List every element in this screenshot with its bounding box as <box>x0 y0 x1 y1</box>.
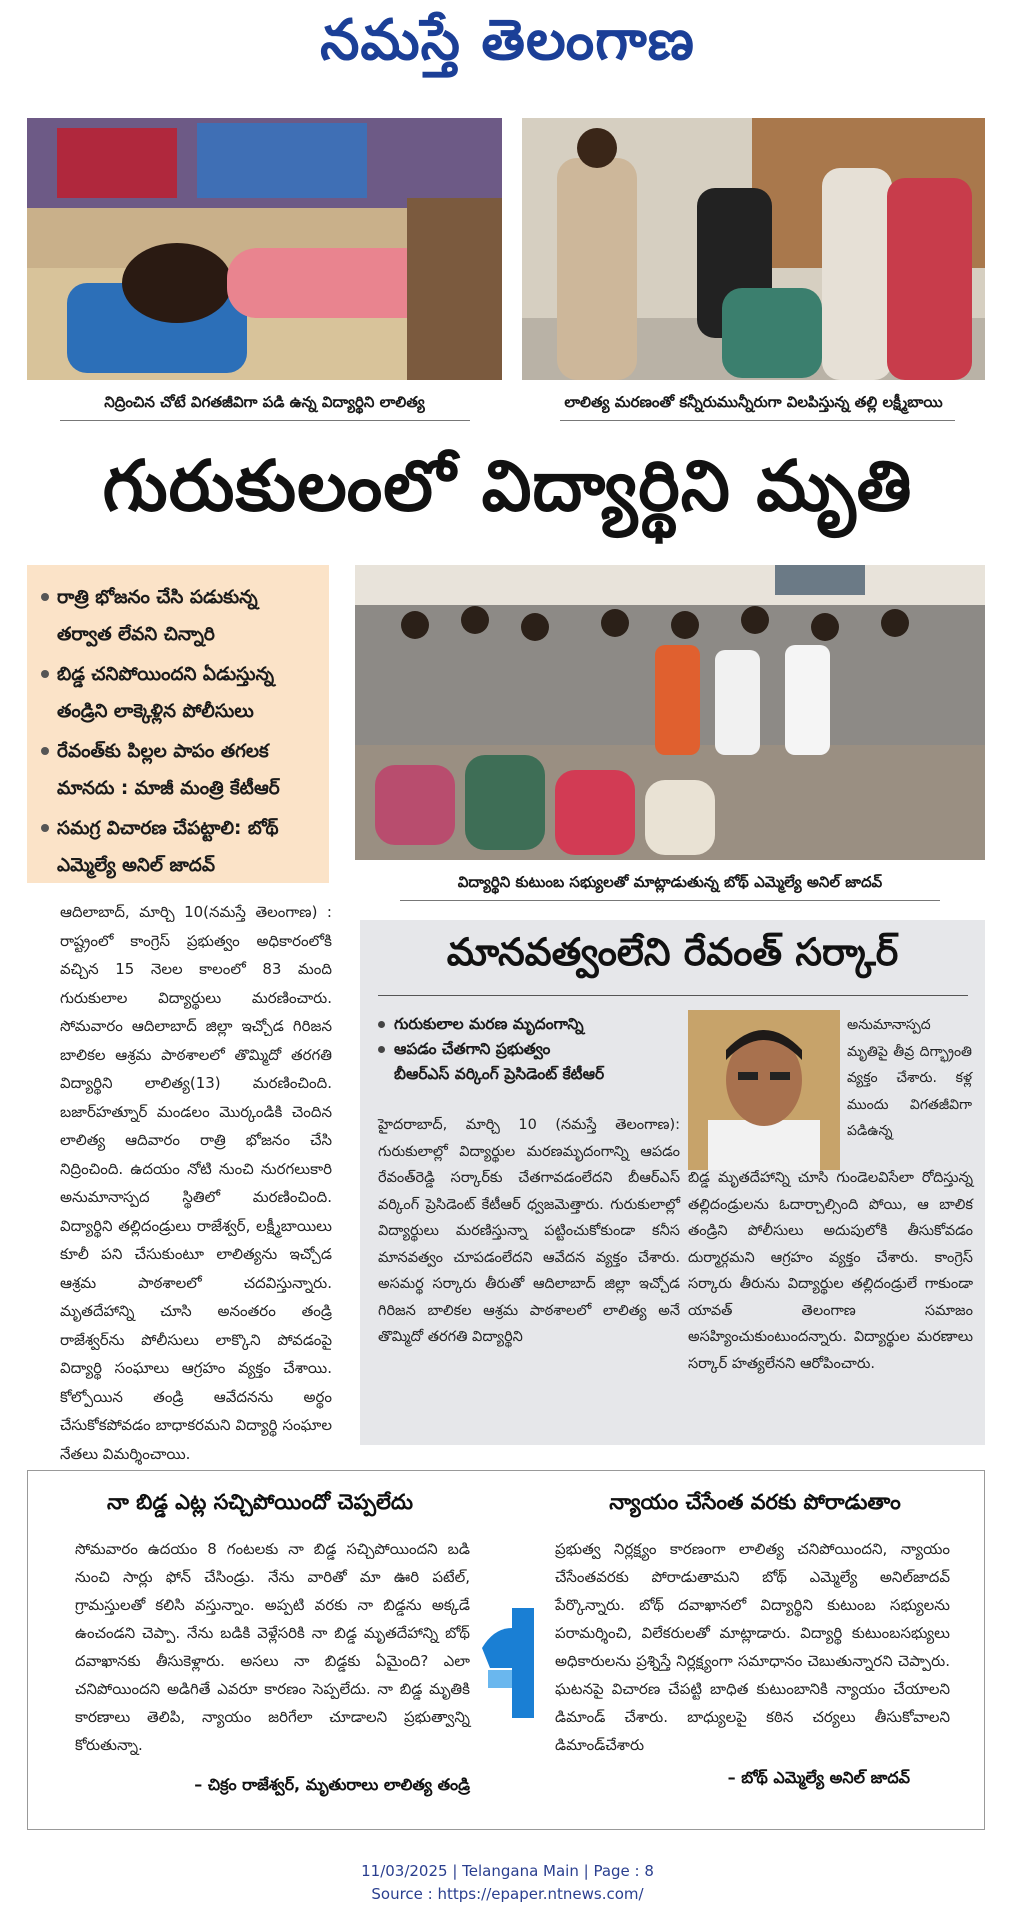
father-quote-title: నా బిడ్డ ఎట్ల సచ్చిపోయిందో చెప్పలేదు <box>107 1490 413 1514</box>
highlights-box <box>27 565 329 883</box>
photo-caption-student: నిద్రించిన చోటే విగతజీవిగా పడి ఉన్న విద్యార్థిని లాలిత్య <box>104 393 425 411</box>
father-quote-text: సోమవారం ఉదయం 8 గంటలకు నా బిడ్డ సచ్చిపోయిందని బడి నుంచి సార్లు ఫోన్ చేసిండ్రు. నేను వారితో మా ఊరి పటేల్, గ్రామస్తులతో కలిసి వస్తున్నాం. అప్పటి వరకు నా బిడ్డను అక్కడే ఉంచండని చెప్పా. నేను బడికి వెళ్లేసరికి నా బిడ్డ మృతదేహాన్ని బోథ్ దవాఖానకు తీసుకెళ్లారు. అసలు నా బిడ్డకు ఏమైంది? ఎలా చనిపోయిందని అడిగితే ఎవరూ కారణం సెప్పలేదు. నా బిడ్డ మృతికి కారణాలు తెలిపి, న్యాయం జరిగేలా చూడాలని ప్రభుత్వాన్ని కోరుతున్నా. <box>75 1540 470 1754</box>
mla-quote-title: న్యాయం చేసేంత వరకు పోరాడుతాం <box>609 1490 901 1514</box>
photo-student-bed <box>27 118 502 380</box>
newspaper-logo-icon <box>482 1608 534 1718</box>
photo-mla-with-family <box>355 565 985 860</box>
sub-story-headline: మానవత్వంలేని రేవంత్ సర్కార్ <box>446 930 899 974</box>
father-quote-signoff: – చిక్రం రాజేశ్వర్, మృతురాలు లాలిత్య తండ్రి <box>194 1775 470 1794</box>
main-headline: గురుకులంలో విద్యార్థిని మృతి <box>102 445 913 527</box>
footer-date-page: 11/03/2025 | Telangana Main | Page : 8 <box>361 1862 654 1880</box>
sub-story-right-text: బిడ్డ మృతదేహాన్ని చూసి గుండెలవిసేలా రోదిస్తున్న తల్లిదండ్రులను ఓదార్చాల్సింది పోయి, ఆ బాలిక తండ్రిని పోలీసులు అదుపులోకి తీసుకోవడం దుర్మార్గమని ఆగ్రహం వ్యక్తం చేశారు. కాంగ్రెస్ సర్కారు తీరును విద్యార్థుల తల్లిదండ్రులే గాకుండా యావత్ తెలంగాణ సమాజం అసహ్యించుకుంటుందన్నారు. విద్యార్థుల మరణాలు సర్కార్ హత్యలేనని ఆరోపించారు. <box>688 1170 973 1372</box>
highlight-item: సమగ్ర విచారణ చేపట్టాలి: బోథ్ ఎమ్మెల్యే అనిల్ జాదవ్ <box>39 810 315 884</box>
highlight-item: రేవంత్‌కు పిల్లల పాపం తగలక మానదు : మాజీ మంత్రి కేటీఆర్ <box>39 733 315 807</box>
caption-divider <box>400 900 940 901</box>
sub-story-left-text: హైదరాబాద్, మార్చి 10 (నమస్తే తెలంగాణ): గురుకులాల్లో విద్యార్థుల మరణమృదంగాన్ని ఆపడం రేవంత్‌రెడ్డి సర్కార్‌కు చేతగావడంలేదని బీఆర్‌ఎస్ వర్కింగ్ ప్రెసిడెంట్ కేటీఆర్ ధ్వజమెత్తారు. గురుకులాల్లో విద్యార్థులు మరణిస్తున్నా పట్టించుకోకుండా కనీస మానవత్వం చూపడంలేదని ఆవేదన వ్యక్తం చేశారు. అసమర్థ సర్కారు తీరుతో ఆదిలాబాద్ జిల్లా ఇచ్చోడ గిరిజన బాలికల ఆశ్రమ పాఠశాలలో లాలిత్య అనే తొమ్మిదో తరగతి విద్యార్థిని <box>378 1117 680 1345</box>
sub-story-bullet: గురుకులాల మరణ మృదంగాన్ని <box>376 1012 676 1037</box>
sub-story-right-top: అనుమానాస్పద మృతిపై తీవ్ర దిగ్భ్రాంతి వ్యక్తం చేశారు. కళ్ల ముందు విగతజీవిగా పడిఉన్న <box>847 1017 972 1139</box>
main-story-text: ఆదిలాబాద్, మార్చి 10(నమస్తే తెలంగాణ) : రాష్ట్రంలో కాంగ్రెస్ ప్రభుత్వం అధికారంలోకి వచ్చిన 15 నెలల కాలంలో 83 మంది గురుకులాల విద్యార్థులు మరణించారు. సోమవారం ఆదిలాబాద్ జిల్లా ఇచ్చోడ గిరిజన బాలికల ఆశ్రమ పాఠశాలలో తొమ్మిదో తరగతి విద్యార్థిని లాలిత్య(13) మరణించింది. బజార్‌హత్నూర్ మండలం మొర్కండికి చెందిన లాలిత్య ఆదివారం రాత్రి భోజనం చేసి నిద్రించింది. ఉదయం నోటి నుంచి నురగలుకారి అనుమానాస్పద స్థితిలో మరణించింది. విద్యార్థిని తల్లిదండ్రులు రాజేశ్వర్, లక్ష్మీబాయిలు కూలీ పని చేసుకుంటూ లాలిత్యను ఇచ్చోడ ఆశ్రమ పాఠశాలలో చదవిస్తున్నారు. మృతదేహాన్ని చూసి అనంతరం తండ్రి రాజేశ్వర్‌ను పోలీసులు లాక్కొని పోవడంపై విద్యార్థి సంఘాలు ఆగ్రహం వ్యక్తం చేశాయి. కోల్పోయిన తండ్రి ఆవేదనను అర్థం చేసుకోకపోవడం బాధాకరమని విద్యార్థి సంఘాల నేతలు విమర్శించాయి. <box>60 903 332 1463</box>
caption-divider <box>60 420 470 421</box>
photo-caption-mother: లాలిత్య మరణంతో కన్నీరుమున్నీరుగా విలపిస్తున్న తల్లి లక్ష్మీబాయి <box>564 393 943 411</box>
sub-story-divider <box>378 995 968 996</box>
mla-quote-text: ప్రభుత్వ నిర్లక్ష్యం కారణంగా లాలిత్య చనిపోయిందని, న్యాయం చేసేంతవరకు పోరాడుతామని బోథ్ ఎమ్మెల్యే అనిల్‌జాదవ్ పేర్కొన్నారు. బోథ్ దవాఖానలో విద్యార్థిని కుటుంబ సభ్యులను పరామర్శించి, విలేకరులతో మాట్లాడారు. విద్యార్థి కుటుంబసభ్యులు అధికారులను ప్రశ్నిస్తే నిర్లక్ష్యంగా సమాధానం చెబుతున్నారని చెప్పారు. ఘటనపై విచారణ చేపట్టి బాధిత కుటుంబానికి న్యాయం చేయాలని డిమాండ్ చేశారు. బాధ్యులపై కఠిన చర్యలు తీసుకోవాలని డిమాండ్‌చేశారు <box>555 1540 950 1754</box>
masthead: నమస్తే తెలంగాణ <box>320 8 695 73</box>
sub-story-bullet: ఆపడం చేతగాని ప్రభుత్వం <box>376 1037 676 1062</box>
highlight-item: బిడ్డ చనిపోయిందని ఏడుస్తున్న తండ్రిని లాక్కెళ్లిన పోలీసులు <box>39 656 315 730</box>
caption-divider <box>560 420 955 421</box>
sub-story-byline: బీఆర్‌ఎస్ వర్కింగ్ ప్రెసిడెంట్ కేటీఆర్ <box>394 1065 605 1083</box>
highlight-item: రాత్రి భోజనం చేసి పడుకున్న తర్వాత లేవని చిన్నారి <box>39 579 315 653</box>
mla-quote-signoff: – బోథ్ ఎమ్మెల్యే అనిల్ జాదవ్ <box>727 1768 910 1787</box>
sub-story-bullets <box>376 1012 676 1087</box>
photo-ktr <box>688 1010 840 1170</box>
footer-source-link[interactable]: Source : https://epaper.ntnews.com/ <box>371 1885 644 1903</box>
photo-mother-crying <box>522 118 985 380</box>
photo-caption-mla: విద్యార్థిని కుటుంబ సభ్యులతో మాట్లాడుతున్న బోథ్ ఎమ్మెల్యే అనిల్ జాదవ్ <box>457 873 883 891</box>
